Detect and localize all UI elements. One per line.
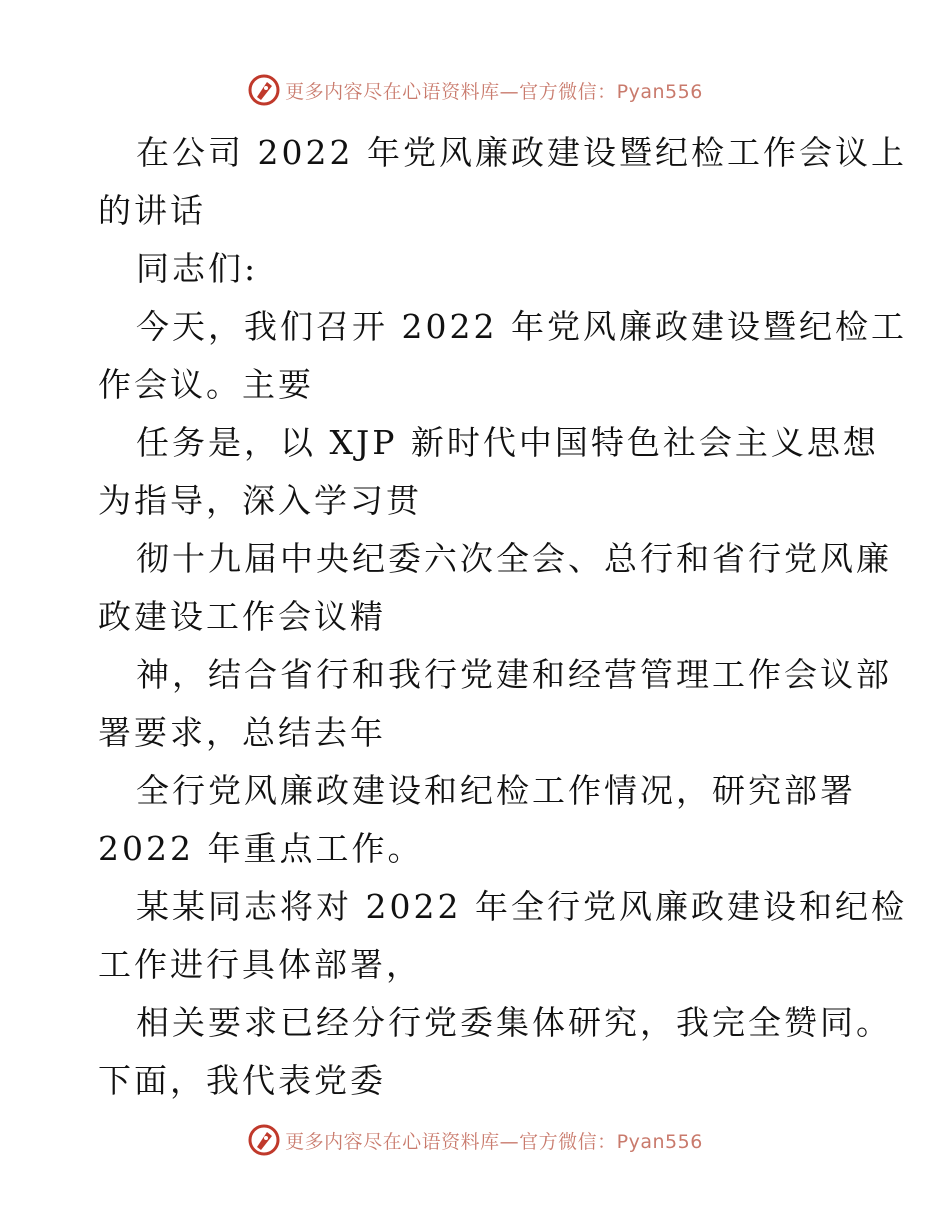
footer-watermark-text: 更多内容尽在心语资料库—官方微信：Pyan556 (285, 1130, 703, 1153)
document-line: 署要求，总结去年 (98, 713, 386, 752)
header-watermark-text: 更多内容尽在心语资料库—官方微信：Pyan556 (285, 80, 703, 103)
document-line: 同志们: (136, 249, 259, 288)
pen-nib-circle-icon (247, 1123, 281, 1157)
document-line: 任务是，以 XJP 新时代中国特色社会主义思想 (136, 423, 879, 462)
document-line: 神，结合省行和我行党建和经营管理工作会议部 (136, 655, 892, 694)
document-line: 作会议。主要 (98, 365, 314, 404)
document-line: 工作进行具体部署， (98, 945, 422, 984)
document-line: 2022 年重点工作。 (98, 829, 424, 868)
header-watermark-banner (0, 70, 950, 110)
document-line: 今天，我们召开 2022 年党风廉政建设暨纪检工 (136, 307, 907, 346)
document-line: 政建设工作会议精 (98, 597, 386, 636)
document-line: 全行党风廉政建设和纪检工作情况，研究部署 (136, 771, 856, 810)
document-line: 彻十九届中央纪委六次全会、总行和省行党风廉 (136, 539, 892, 578)
document-line: 某某同志将对 2022 年全行党风廉政建设和纪检 (136, 887, 907, 926)
document-line: 为指导，深入学习贯 (98, 481, 422, 520)
pen-nib-circle-icon (247, 73, 281, 107)
document-line: 的讲话 (98, 191, 206, 230)
document-line: 相关要求已经分行党委集体研究，我完全赞同。 (136, 1003, 892, 1042)
footer-watermark-banner (0, 1120, 950, 1160)
document-line: 在公司 2022 年党风廉政建设暨纪检工作会议上 (136, 133, 907, 172)
document-line: 下面，我代表党委 (98, 1061, 386, 1100)
document-body (98, 124, 907, 1110)
